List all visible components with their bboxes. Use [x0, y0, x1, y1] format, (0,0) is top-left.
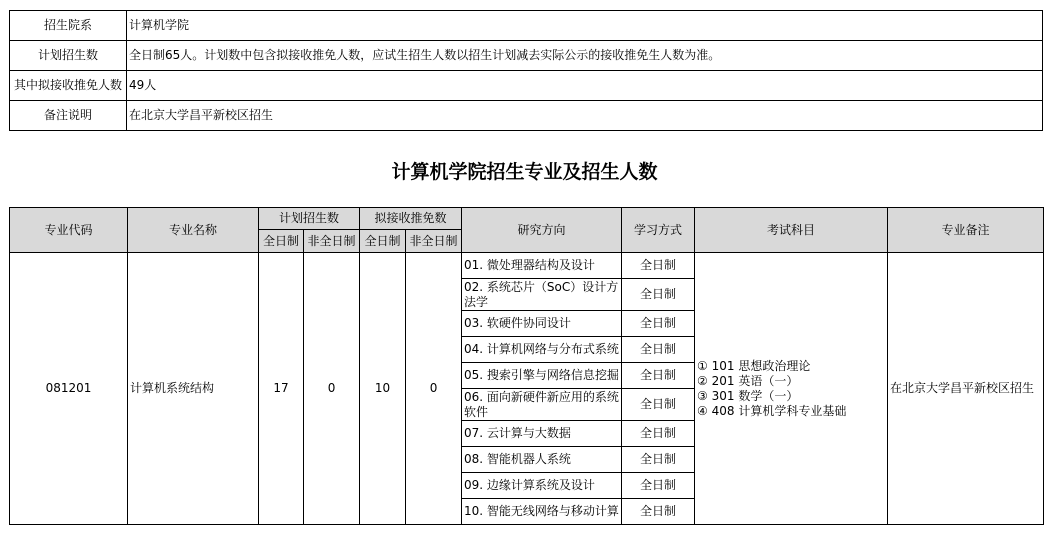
study-mode: 全日制 — [622, 499, 695, 525]
tuimian-fulltime: 10 — [360, 253, 406, 525]
header-name: 专业名称 — [128, 208, 259, 253]
major-remark: 在北京大学昌平新校区招生 — [888, 253, 1044, 525]
section-title: 计算机学院招生专业及招生人数 — [391, 161, 658, 183]
header-exam: 考试科目 — [695, 208, 888, 253]
research-direction: 06. 面向新硬件新应用的系统软件 — [462, 389, 622, 421]
info-row — [10, 41, 1043, 71]
research-direction: 10. 智能无线网络与移动计算 — [462, 499, 622, 525]
info-value: 计算机学院 — [127, 11, 1043, 41]
info-key: 计划招生数 — [10, 41, 127, 71]
header-tuimian: 拟接收推免数 — [360, 208, 462, 230]
tuimian-parttime: 0 — [406, 253, 462, 525]
header-plan-parttime: 非全日制 — [304, 230, 360, 253]
study-mode: 全日制 — [622, 311, 695, 337]
research-direction: 02. 系统芯片（SoC）设计方法学 — [462, 279, 622, 311]
header-direction: 研究方向 — [462, 208, 622, 253]
exam-subjects — [695, 253, 888, 525]
header-mode: 学习方式 — [622, 208, 695, 253]
header-remark: 专业备注 — [888, 208, 1044, 253]
major-code: 081201 — [10, 253, 128, 525]
exam-subject: ④ 408 计算机学科专业基础 — [697, 403, 847, 418]
plan-parttime: 0 — [304, 253, 360, 525]
info-value: 49人 — [127, 71, 1043, 101]
research-direction: 03. 软硬件协同设计 — [462, 311, 622, 337]
study-mode: 全日制 — [622, 473, 695, 499]
study-mode: 全日制 — [622, 421, 695, 447]
info-value: 在北京大学昌平新校区招生 — [127, 101, 1043, 131]
study-mode: 全日制 — [622, 389, 695, 421]
info-row — [10, 71, 1043, 101]
header-code: 专业代码 — [10, 208, 128, 253]
info-key: 其中拟接收推免人数 — [10, 71, 127, 101]
exam-subject: ③ 301 数学（一） — [697, 388, 799, 403]
research-direction: 01. 微处理器结构及设计 — [462, 253, 622, 279]
study-mode: 全日制 — [622, 279, 695, 311]
info-key: 备注说明 — [10, 101, 127, 131]
major-name: 计算机系统结构 — [128, 253, 259, 525]
study-mode: 全日制 — [622, 337, 695, 363]
major-table — [9, 207, 1044, 525]
research-direction: 09. 边缘计算系统及设计 — [462, 473, 622, 499]
research-direction: 08. 智能机器人系统 — [462, 447, 622, 473]
info-value: 全日制65人。计划数中包含拟接收推免人数，应试生招生人数以招生计划减去实际公示的接收推免生人数为准。 — [127, 41, 1043, 71]
header-plan: 计划招生数 — [259, 208, 360, 230]
research-direction: 07. 云计算与大数据 — [462, 421, 622, 447]
header-plan-fulltime: 全日制 — [259, 230, 304, 253]
info-table — [9, 10, 1043, 131]
exam-subject: ② 201 英语（一） — [697, 373, 799, 388]
table-row — [10, 253, 1044, 279]
research-direction: 04. 计算机网络与分布式系统 — [462, 337, 622, 363]
header-tuimian-parttime: 非全日制 — [406, 230, 462, 253]
exam-subject: ① 101 思想政治理论 — [697, 358, 811, 373]
study-mode: 全日制 — [622, 253, 695, 279]
info-row — [10, 11, 1043, 41]
study-mode: 全日制 — [622, 363, 695, 389]
header-tuimian-fulltime: 全日制 — [360, 230, 406, 253]
research-direction: 05. 搜索引擎与网络信息挖掘 — [462, 363, 622, 389]
header-row — [10, 208, 1044, 230]
study-mode: 全日制 — [622, 447, 695, 473]
info-row — [10, 101, 1043, 131]
plan-fulltime: 17 — [259, 253, 304, 525]
info-key: 招生院系 — [10, 11, 127, 41]
